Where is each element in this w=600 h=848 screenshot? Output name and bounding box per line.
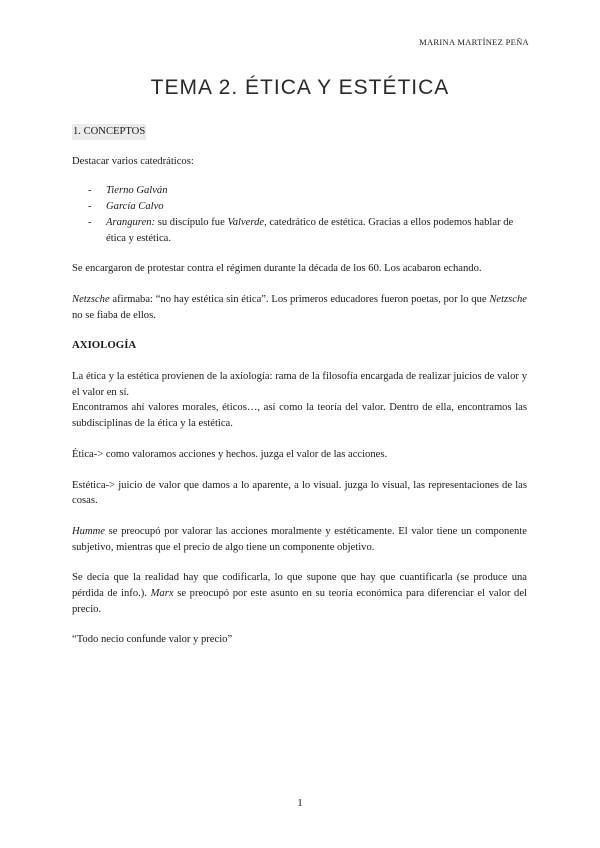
paragraph-text: afirmaba: “no hay estética sin ética”. Los primeros educadores fueron poetas, por lo que [109, 293, 490, 305]
document-body [72, 124, 527, 648]
author-name: Humme [72, 525, 105, 537]
axiologia-paragraph-2: Encontramos ahí valores morales, éticos…, así como la teoría del valor. Dentro de ella, encontramos las subdisciplinas de la ética y la estética. [72, 402, 527, 430]
axiologia-paragraph-1: La ética y la estética provienen de la axiología: rama de la filosofía encargada de realizar juicios de valor y el valor en sí. [72, 371, 527, 398]
axiologia-heading: AXIOLOGÍA [72, 339, 137, 352]
intro-paragraph: Destacar varios catedráticos: [72, 155, 194, 167]
paragraph-text: Se decía que la realidad hay que codificarla, lo que supone que hay que cuantificarla (se produce una pérdida de info.). [72, 572, 527, 600]
list-dash: - [88, 185, 92, 197]
author-name: Marx [150, 588, 174, 600]
author-name: Netzsche [489, 293, 527, 305]
list-text: su discípulo fue [155, 216, 228, 228]
author-name: Netzsche [72, 293, 110, 305]
page-title: TEMA 2. ÉTICA Y ESTÉTICA [150, 76, 450, 99]
paragraph-text: se preocupó por valorar las acciones moralmente y estéticamente. El valor tiene un componente subjetivo, mientras que el precio de algo tiene un componente objetivo. [72, 525, 527, 553]
disciple-name: Valverde [227, 216, 265, 228]
list-item [72, 183, 527, 199]
page-number: 1 [297, 797, 303, 809]
etica-definition: Ética-> como valoramos acciones y hechos. juzga el valor de las acciones. [72, 448, 388, 460]
professor-name: García Calvo [106, 201, 164, 213]
protest-paragraph: Se encargaron de protestar contra el régimen durante la década de los 60. Los acabaron echando. [72, 263, 482, 275]
quote: “Todo necio confunde valor y precio” [72, 634, 233, 646]
list-dash: - [88, 216, 92, 228]
professor-name: Aranguren: [106, 216, 156, 228]
professor-list [72, 183, 527, 246]
list-item [72, 199, 527, 215]
nietzsche-paragraph [72, 292, 527, 323]
estetica-definition: Estética-> juicio de valor que damos a lo aparente, a lo visual. juzga lo visual, las representaciones de las cosas. [72, 479, 527, 507]
author-header: MARINA MARTÍNEZ PEÑA [419, 37, 529, 47]
marx-paragraph [72, 570, 527, 617]
list-text: , catedrático de estética. Gracias a ellos podemos hablar de ética y estética. [106, 216, 514, 244]
paragraph-text: se preocupó por este asunto en su teoría económica para diferenciar el valor del precio. [72, 588, 527, 615]
paragraph-text: no se fiaba de ellos. [72, 309, 156, 321]
list-dash: - [88, 201, 92, 213]
hume-paragraph [72, 524, 527, 555]
section-heading-conceptos: 1. CONCEPTOS [72, 124, 146, 140]
list-item [72, 215, 527, 246]
professor-name: Tierno Galván [106, 185, 168, 197]
